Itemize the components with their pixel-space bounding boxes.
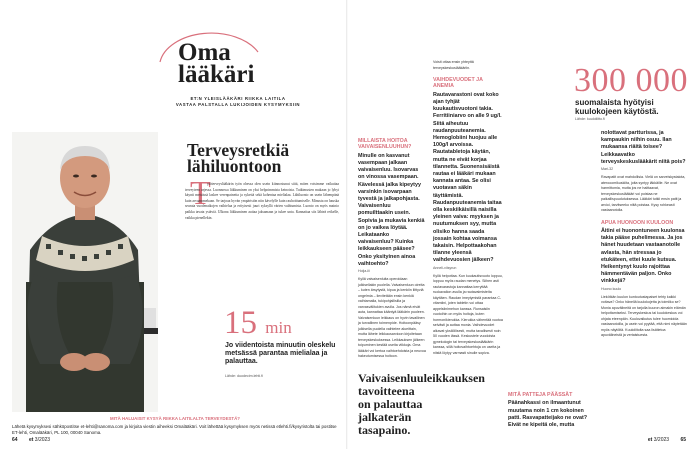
question-1-answer-end: Voisit ottaa ensin yhteyttä terveyskeskuslääkäriin.: [433, 60, 474, 70]
stat-300000-text: suomalaista hyötyisi kuulokojeen käytöstä.: [575, 98, 659, 116]
question-1-heading: MILLAISTA HOITOA VAIVAISENLUUHUN?: [358, 138, 412, 151]
stat-15-source: Lähde: duodecim.lehti.fi: [225, 374, 263, 378]
stat-15-min: [224, 305, 292, 343]
question-3-signature: Mari-32: [601, 167, 614, 172]
stat-15-unit: min: [265, 318, 292, 337]
question-1-text: Minulle on kasvanut vasempaan jalkaan vaivaisenluu. Isovarvas on vinossa vasempaan. Kävelessä jalka kipeytyy varsinkin isovarpaan tyvestä ja jalkapohjasta. Vaivaisenluu pomuilttaakin usein. Sopivia ja mukavia kenkiä on jo vaikea löytää. Leikataanko vaivaisenluu? Kuinka leikkaukseen pääsee? Onko yksityinen ainoa vaihtoehto?: [358, 152, 425, 267]
stat-300000-number: 300 000: [574, 62, 688, 99]
left-footer-issue: 3/2023: [34, 437, 51, 443]
right-footer-brand: et: [647, 437, 653, 443]
stat-15-number: 15: [224, 305, 257, 341]
pull-quote: Vaivaisenluuleikkauksen tavoitteena on palauttaa jalkaterän tasapaino.: [358, 371, 485, 437]
ask-doctor-title: MITÄ HALUAISIT KYSYÄ RIIKKA LAITILALTA TERVEYDESTÄ?: [110, 416, 240, 421]
column-title: [178, 39, 255, 88]
question-2-text: Rautavarastoni ovat koko ajan tyhjät kuukautisvuotoni takia. Ferritiiniarvo on alle 9 ug/l. Siitä aiheutuu raudanpuuteanemia. Hemoglobiini huojuu alle 100g/l arvoissa. Rautatabletoja käytän, mutta ne eivät korjaa tilannetta. Suonensisäistä rautaa ei lääkäri mukaan kannata antaa. Se olisi vuotavan säkin täyttämistä. Raudanpuuteanemia taitaa olla keskiikäisillä naisilla yleinen vaiva: myyksen ja nuutumuksen syy, mutta olisiko hanna saada jossain kohtaa voimansa takaisin. Helpottaakohan tilanne yleensä vaihdevuosien jälkeen?: [433, 91, 502, 264]
left-page-footer: [12, 437, 50, 443]
column-title-line2: lääkäri: [178, 61, 255, 88]
question-1-block: [358, 138, 426, 360]
ask-doctor-text: Lähetä kysymyksesi sähköpostitse et-lehti@sanoma.com ja kirjoita viestin aiheeksi Omalääkäri. Voit lähettää kysymyksen myös netissä etlehti.fi/kysyristolta tai postitse ET-lehti, Omalääkäri, PL 100, 00040 Sanoma.: [12, 424, 337, 436]
question-3-answer-block: [601, 130, 687, 339]
question-2-signature: Anneli-viisyrun: [433, 265, 457, 270]
question-2-heading: VAIHDEVUODET JA ANEMIA: [433, 77, 483, 90]
question-4-text: Äitini ei huonontuneen kuulonsa takia pääse puhelimessa. Ja jos hänet huudetaan vastaanotolle avlasta, hän stressaa jo etukäteen, ettei kuule kutsua. Heikentynyt kuulo rajoittaa hämmentävän paljon. Onko vinkkejä?: [601, 227, 685, 285]
column-subtitle: [138, 96, 338, 108]
question-3-answer: Ravapatit ovat mahdollisia. Vielä on sarveiskystaiota, aterooomikuskiita, joita syntyy iäkkäille. Ne ovat harmittomia, mutta jos ne haittaavat, terveyskeskuslääkäri voi poistaa ne paikallispuudutuksessa. Lääkäri tutkii ensin patit ja arvioi, tarvitseeko niitä poistaa. Kysy rohkeasti vastaanotolla.: [601, 175, 686, 213]
right-footer-issue: 3/2023: [653, 437, 670, 443]
stat-15-text: Jo viidentoista minuutin oleskelu metsässä parantaa mielialaa ja palauttaa.: [225, 342, 336, 366]
article-dropcap: T: [190, 175, 211, 212]
question-2-block: [433, 60, 503, 356]
question-4-heading: APUA HUONOON KUULOON: [601, 219, 674, 226]
right-page: [348, 0, 696, 449]
question-4-signature: Huono kuulo: [601, 286, 622, 291]
question-3-block: [508, 392, 594, 429]
article-heading: Terveysretkiä lähiluontoon: [187, 140, 290, 176]
column-subtitle-line2: VASTAA PALSTALLA LUKIJOIDEN KYSYMYKSIIN: [175, 102, 301, 107]
stat-300000-source: Lähde: kuuloliitto.fi: [575, 117, 605, 121]
question-2-answer: Kyllä helpottaa. Kun kuukautisvuoto loppuu, loppuu myös raudan menetys. Siihen asti rautavarastoja kannattaa kerryttää ruokavalion avulla ja rautavalmisteita käyttäen. Raudan imeytymistä parantaa C-vitamiini, joten tabletin voi ottaa appelsiinimehun kanssa. Runsaisiin vuotoihin on myös hoitoja, kuten hormonikierukka. Kierukka vähentää vuotoa selvästi ja auttaa monia. Vaihdevuodet alkavat yksilöllisesti, mutta tavallisesti noin 50 vuoden iässä. Keskustele vuodoista gynekologin tai terveyskeskuslääkärin kanssa, sillä hoitovaihtoehtoja on useita ja niistä löytyy varmasti sinulle sopiva.: [433, 273, 503, 355]
left-page-number: 64: [12, 437, 18, 443]
article-body: ytöterveyslääkärin työn ohessa olen usein kiinnostunut siitä, miten voisimme vaikuttaa terveyteen arjessa. Luonnossa liikkuminen on yksi helpoimmista keinoista. Tutkimusten mukaan jo lyhyt käynti metsässä laskee verenpainetta ja sykettä sekä kohentaa mielialaa. Lähiluonto on usein lähempänä kuin arvaammekaan. Se tarjoaa hyvän ympäristön niin kävelylle kuin rauhoittumiselle. Minusta on hauska seurata vuodenaikojen vaihtelua ja erityisesti juuri syksyllä värien vaihtumista. Luonto on myös mainio paikka tavata ystäviä. Ulkona liikkuminen auttaa jaksamaan ja tukee unta. Kannattaa siis lähteä retkelle, vaikka pienellekin.: [185, 182, 339, 220]
question-3-heading: MITÄ PATTEJA PÄÄSSÄT: [508, 392, 573, 398]
question-1-signature: Hoija-iii: [358, 269, 370, 274]
right-page-number: 65: [680, 437, 686, 443]
ask-doctor-box: [12, 416, 338, 436]
question-1-answer: Kyllä vaivaisenluita operoidaan julkisellakin puolella. Vaivaisenluun oireita – kuten ärsytystä, kipua ja kenkiin liittyviä ongelmia – lievitetään ensin kenkiä vaihtamalla, tukipohjallisilla ja varvasvälitukien avulla. Jos nämä eivät auta, kannattaa kääntyä lääkärin puoleen. Vaivaisenluun leikkaus on hyvin tavallinen ja turvallinen toimenpide. Hoitoonpääsy julkisella puolella vaihtelee alueittain, mutta lähete leikkausarvioon kirjoitetaan terveyskeskuksessa. Leikkauksen jälkeen toipuminen kestää useita viikkoja. Oma lääkäri voi kertoa vaihtoehdoista ja neuvoa hakeutumisessa hoitoon.: [358, 277, 426, 359]
column-subtitle-line1: ET:N YLEISLÄÄKÄRI RIIKKA LAITILA: [190, 96, 286, 101]
question-3-text: Päänahkassi on ilmaantunut muutama noin 1 cm kokoinen patti. Rasvapatteijako ne ovat? Eivät ne kipeitä ole, mutta: [508, 400, 588, 429]
right-page-footer: [648, 437, 686, 443]
left-footer-brand: et: [28, 437, 34, 443]
question-4-answer: Liekötkän kuulon kuntoutustapaiset tehty kaikki voitava? Onko hänellä kuulokojetta ja toimiiko se? Monia apuvälineitä on tarjolla kuuron aimakin elämän helpottamiseksi. Terveyskeskus tai kuulokeskus voi ohjata eteenpäin. Kuulovaikutus tulee huomioida vastaanotoilla, ja usein voi pyytää, että nimi näytetään myös näytöltä. Kuuloliitolta saa lisätietoa apuvälineistä ja vertaistuesta.: [601, 294, 687, 338]
column-title-line1: Oma: [178, 39, 231, 66]
question-3-text-cont: nolottavat partturissa, ja kampaukin niihin osuu. Ilan mukaansa riäitä toisee? Leikkaavatko terveyskeskuslääkärit niitä pois?: [601, 130, 686, 165]
doctor-portrait-photo: [12, 132, 158, 412]
